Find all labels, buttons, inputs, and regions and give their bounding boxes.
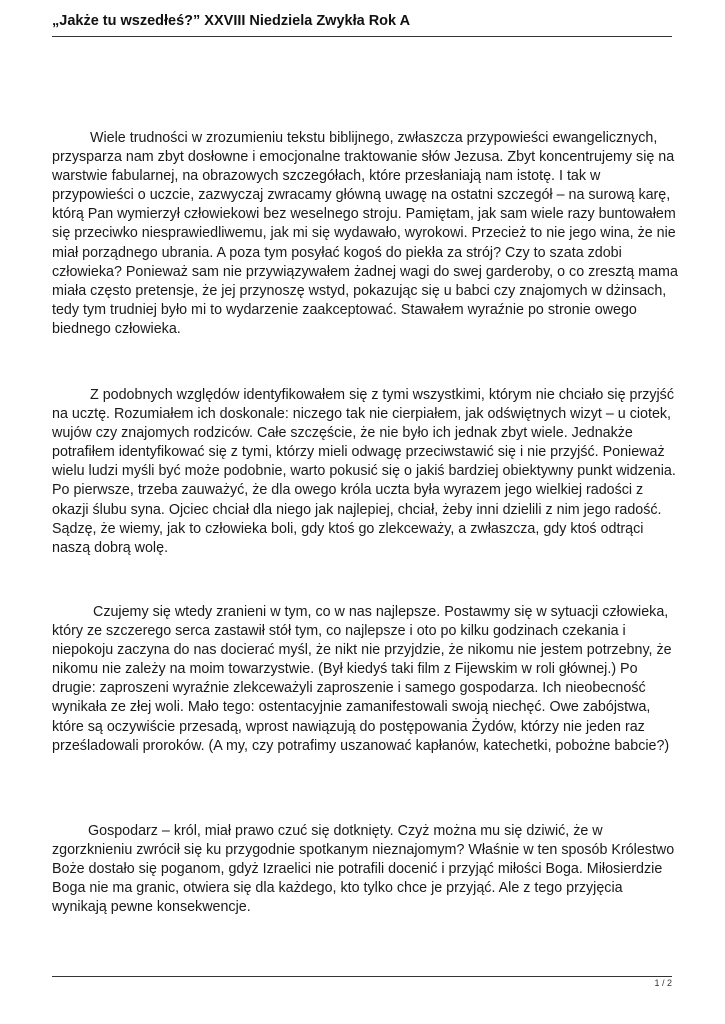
page-number: 1 / 2 — [654, 978, 672, 988]
document-title: „Jakże tu wszedłeś?” XXVIII Niedziela Zwykła Rok A — [52, 13, 411, 29]
header-divider — [52, 36, 672, 37]
footer-divider — [52, 976, 672, 977]
paragraph-4: Gospodarz – król, miał prawo czuć się dotknięty. Czyż można mu się dziwić, że w zgorzknieniu zwrócił się ku przygodnie spotkanym nieznajomym? Właśnie w ten sposób Królestwo Boże dostało się poganom, gdyż Izraelici nie potrafili docenić i przyjąć miłości Boga. Miłosierdzie Boga nie ma granic, otwiera się dla każdego, kto tylko chce je przyjąć. Ale z tego przyjęcia wynikają pewne konsekwencje. — [52, 823, 675, 916]
paragraph-1: Wiele trudności w zrozumieniu tekstu biblijnego, zwłaszcza przypowieści ewangelicznych, przysparza nam zbyt dosłowne i emocjonalne traktowanie słów Jezusa. Zbyt koncentrujemy się na warstwie fabularnej, na obrazowych szczegółach, które przesłaniają nam istotę. I tak w przypowieści o uczcie, zazwyczaj zwracamy główną uwagę na ostatni szczegół – na surową karę, którą Pan wymierzył człowiekowi bez weselnego stroju. Pamiętam, jak sam wiele razy buntowałem się przeciwko niesprawiedliwemu, jak mi się wydawało, wyrokowi. Przecież to nie jego wina, że nie miał porządnego ubrania. A poza tym posyłać kogoś do piekła za strój? Czy to szata zdobi człowieka? Ponieważ sam nie przywiązywałem żadnej wagi do swej garderoby, o co zresztą mama miała często pretensje, że jej przynoszę wstyd, pokazując się u babci czy znajomych w dżinsach, tedy tym trudniej było mi to wydarzenie zaakceptować. Stawałem wyraźnie po stronie owego biednego człowieka. — [52, 130, 678, 337]
paragraph-2: Z podobnych względów identyfikowałem się z tymi wszystkimi, którym nie chciało się przyjść na ucztę. Rozumiałem ich doskonale: niczego tak nie cierpiałem, jak odświętnych wizyt – u ciotek, wujów czy znajomych rodziców. Całe szczęście, że nie było ich jednak zbyt wiele. Jednakże potrafiłem identyfikować się z tymi, którzy mieli odwagę przeciwstawić się i nie przyjść. Ponieważ wielu ludzi myśli być może podobnie, warto pokusić się o jakiś bardziej obiektywny punkt widzenia. Po pierwsze, trzeba zauważyć, że dla owego króla uczta była wyrazem jego wielkiej radości z okazji ślubu syna. Ojciec chciał dla niego jak najlepiej, chciał, żeby inni dzielili z nim jego radość. Sądzę, że wiemy, jak to człowieka boli, gdy ktoś go zlekceważy, a zwłaszcza, gdy ktoś odtrąci naszą dobrą wolę. — [52, 387, 676, 556]
paragraph-3: Czujemy się wtedy zranieni w tym, co w nas najlepsze. Postawmy się w sytuacji człowieka, który ze szczerego serca zastawił stół tym, co najlepsze i oto po kilku godzinach czekania i niepokoju zaczyna do nas docierać myśl, że nikt nie przyjdzie, że nikomu nie jestem potrzebny, że nikomu nie zależy na moim towarzystwie. (Był kiedyś taki film z Fijewskim w roli głównej.) Po drugie: zaproszeni wyraźnie zlekceważyli zaproszenie i samego gospodarza. Ich nieobecność wynikała ze złej woli. Mało tego: ostentacyjnie zamanifestowali swoją niechęć. Owe zabójstwa, które są oczywiście przesadą, wprost nawiązują do postępowania Żydów, którzy nie jeden raz prześladowali proroków. (A my, czy potrafimy uszanować kapłanów, katechetki, pobożne babcie?) — [52, 604, 672, 754]
